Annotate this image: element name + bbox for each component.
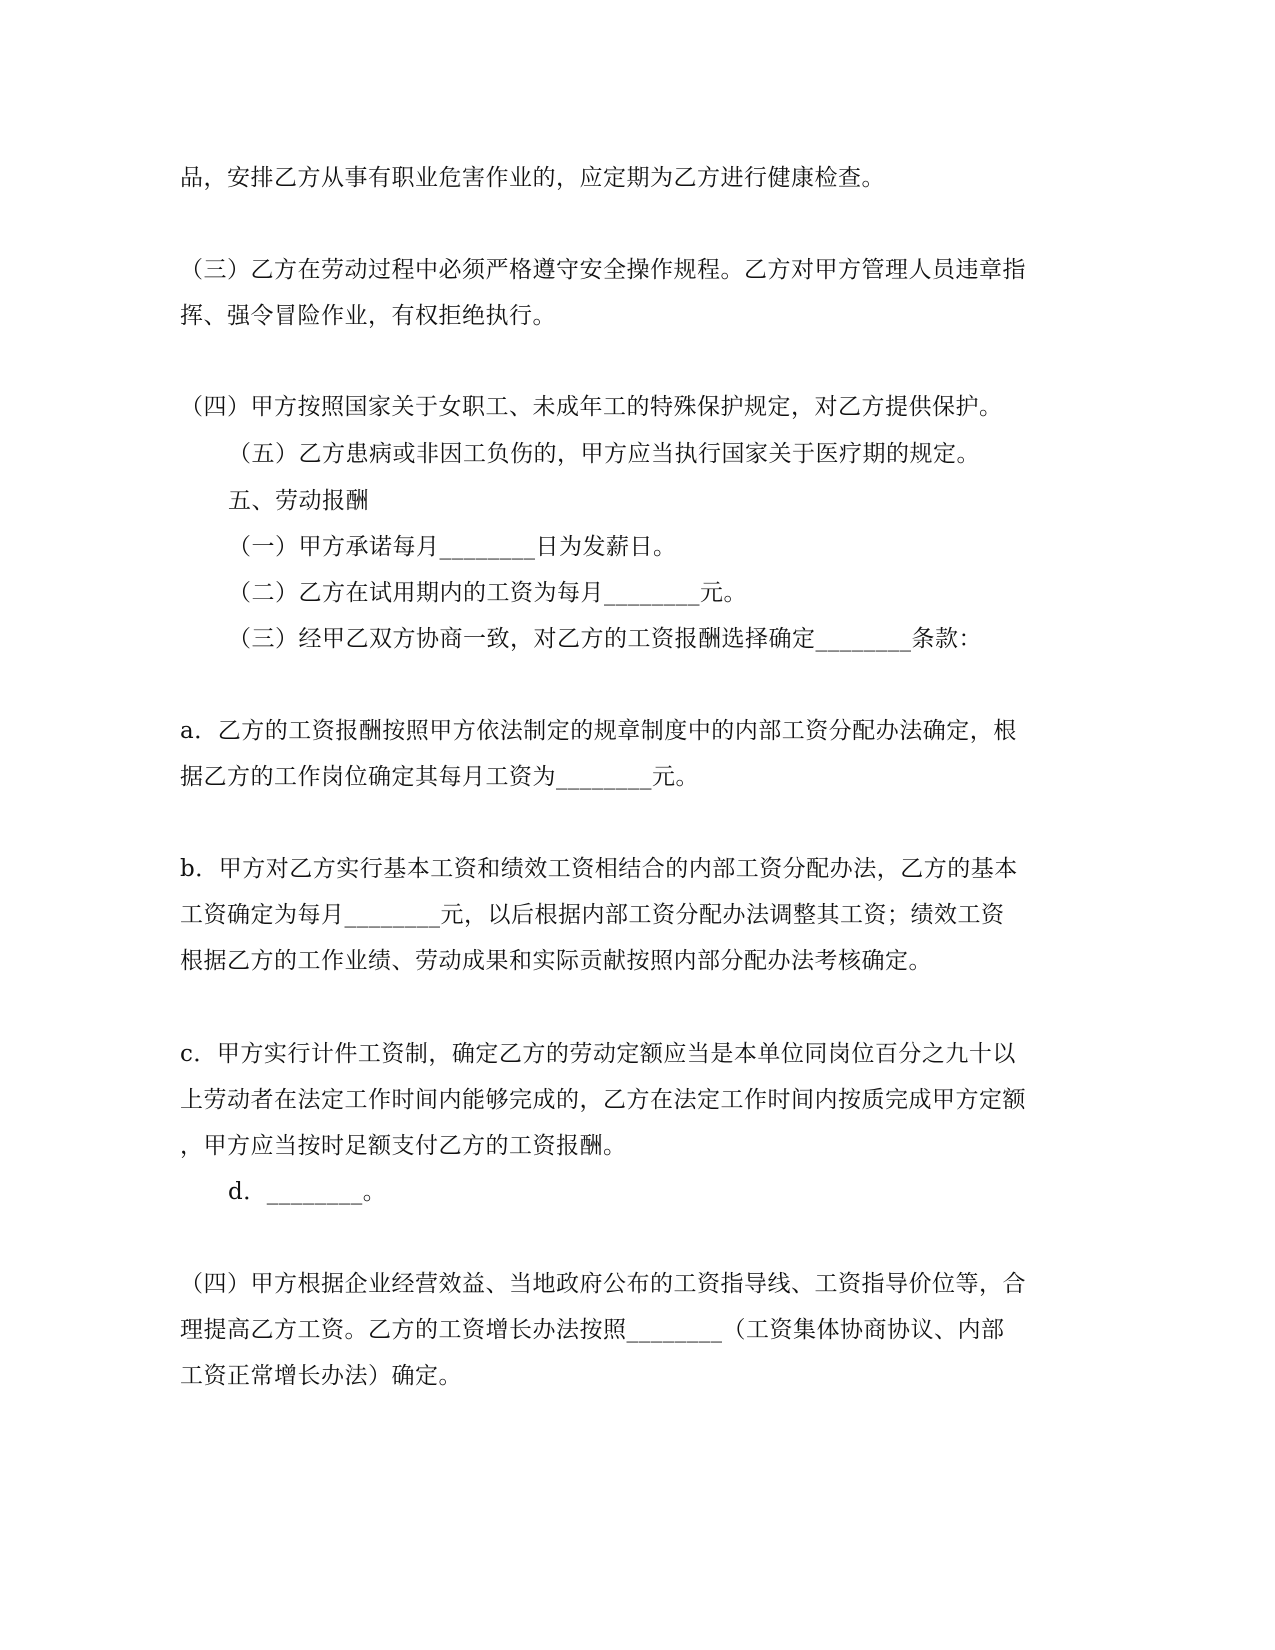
text-line: ，甲方应当按时足额支付乙方的工资报酬。 xyxy=(180,1133,627,1159)
section-heading: 五、劳动报酬 xyxy=(228,488,369,514)
text-line: 挥、强令冒险作业，有权拒绝执行。 xyxy=(180,303,556,329)
text-line: （一）甲方承诺每月________日为发薪日。 xyxy=(228,534,677,560)
text-line: 工资正常增长办法）确定。 xyxy=(180,1363,462,1389)
text-line: a．乙方的工资报酬按照甲方依法制定的规章制度中的内部工资分配办法确定，根 xyxy=(180,718,1017,744)
text-line: （二）乙方在试用期内的工资为每月________元。 xyxy=(228,580,747,606)
text-line: c．甲方实行计件工资制，确定乙方的劳动定额应当是本单位同岗位百分之九十以 xyxy=(180,1041,1016,1067)
text-line: 工资确定为每月________元，以后根据内部工资分配办法调整其工资；绩效工资 xyxy=(180,902,1005,928)
text-line: （三）乙方在劳动过程中必须严格遵守安全操作规程。乙方对甲方管理人员违章指 xyxy=(180,257,1026,283)
text-line: 根据乙方的工作业绩、劳动成果和实际贡献按照内部分配办法考核确定。 xyxy=(180,948,932,974)
text-line: 据乙方的工作岗位确定其每月工资为________元。 xyxy=(180,764,699,790)
text-line: 品，安排乙方从事有职业危害作业的，应定期为乙方进行健康检查。 xyxy=(180,165,885,191)
text-line: （三）经甲乙双方协商一致，对乙方的工资报酬选择确定________条款： xyxy=(228,626,982,652)
text-line: （四）甲方根据企业经营效益、当地政府公布的工资指导线、工资指导价位等，合 xyxy=(180,1271,1026,1297)
text-line: （四）甲方按照国家关于女职工、未成年工的特殊保护规定，对乙方提供保护。 xyxy=(180,394,1003,420)
text-line: b．甲方对乙方实行基本工资和绩效工资相结合的内部工资分配办法，乙方的基本 xyxy=(180,856,1018,882)
text-line: 理提高乙方工资。乙方的工资增长办法按照________（工资集体协商协议、内部 xyxy=(180,1317,1005,1343)
text-line: d．________。 xyxy=(228,1179,387,1205)
text-line: 上劳动者在法定工作时间内能够完成的，乙方在法定工作时间内按质完成甲方定额 xyxy=(180,1087,1026,1113)
text-line: （五）乙方患病或非因工负伤的，甲方应当执行国家关于医疗期的规定。 xyxy=(228,441,980,467)
